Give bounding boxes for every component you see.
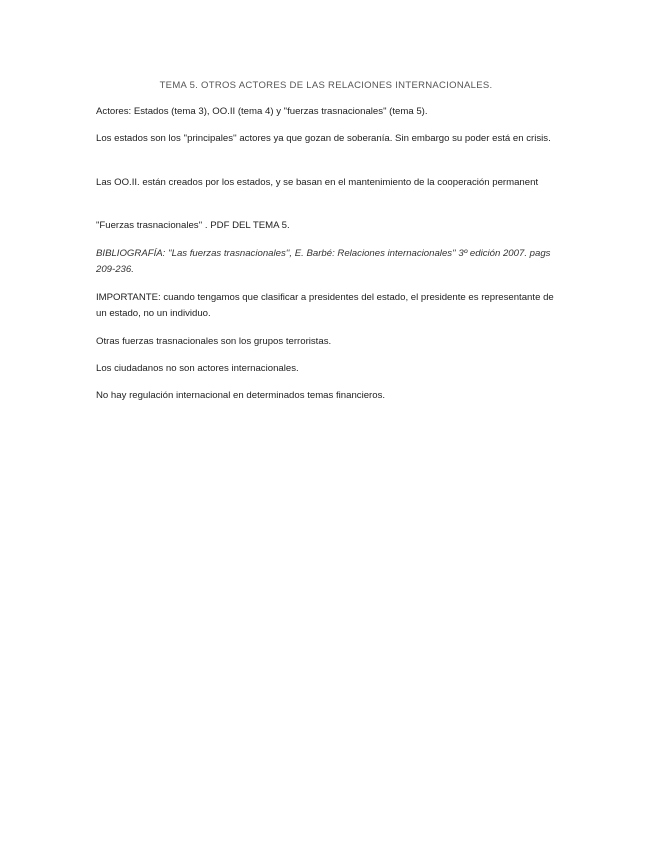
paragraph-ciudadanos: Los ciudadanos no son actores internacionales.	[96, 363, 299, 374]
document-title: TEMA 5. OTROS ACTORES DE LAS RELACIONES INTERNACIONALES.	[159, 80, 493, 91]
paragraph-regulacion: No hay regulación internacional en determinados temas financieros.	[96, 390, 386, 401]
paragraph-grupos-terroristas: Otras fuerzas trasnacionales son los grupos terroristas.	[96, 336, 332, 347]
paragraph-fuerzas: "Fuerzas trasnacionales'' . PDF DEL TEMA 5.	[96, 220, 290, 231]
paragraph-ooii: Las OO.II. están creados por los estados, y se basan en el mantenimiento de la cooperación permanent	[96, 177, 539, 188]
paragraph-bibliografia: BIBLIOGRAFÍA: ''Las fuerzas trasnacionales'', E. Barbé: Relaciones internacionales'' 3º edición 2007. pags 209-236.	[96, 248, 551, 275]
paragraph-importante: IMPORTANTE: cuando tengamos que clasificar a presidentes del estado, el presidente es representante de un estado, no un individuo.	[96, 292, 554, 319]
paragraph-actores: Actores: Estados (tema 3), OO.II (tema 4) y "fuerzas trasnacionales" (tema 5).	[96, 106, 428, 117]
paragraph-estados: Los estados son los ''principales'' actores ya que gozan de soberanía. Sin embargo su poder está en crisis.	[96, 133, 551, 144]
